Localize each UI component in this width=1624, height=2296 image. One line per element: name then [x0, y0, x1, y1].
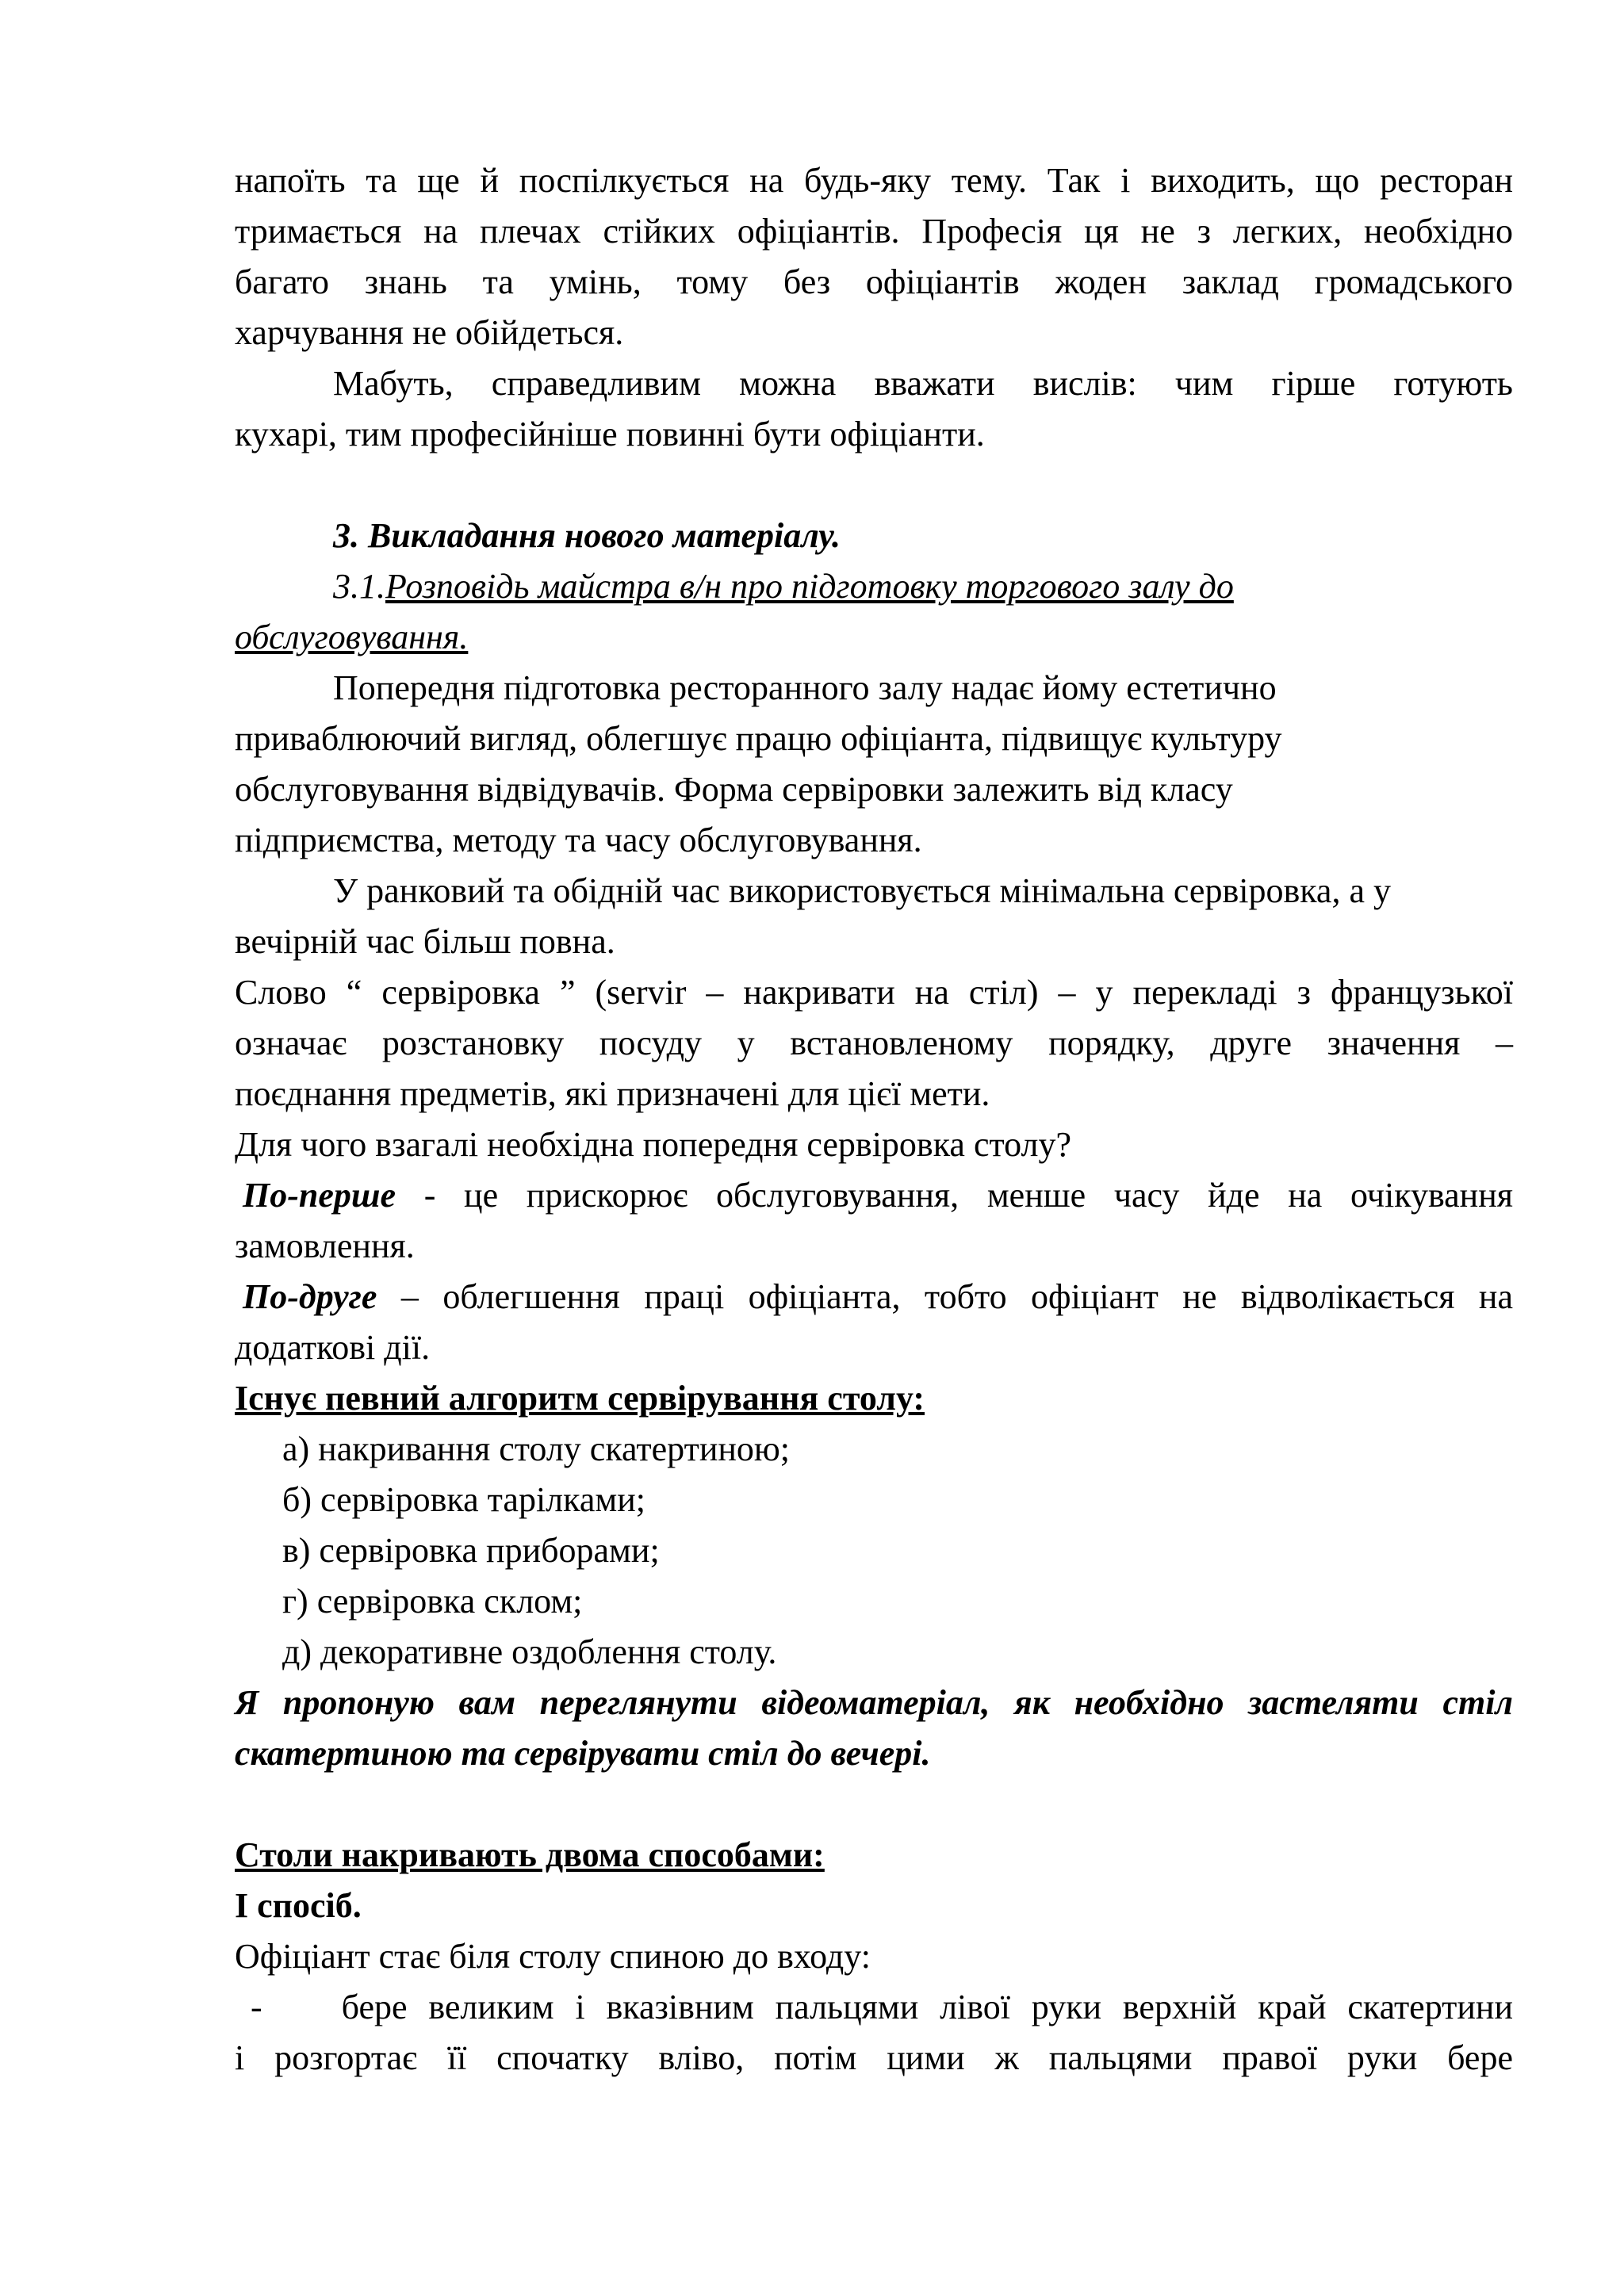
second-point: [235, 1272, 1513, 1322]
methods-heading: Столи накривають двома способами:: [235, 1835, 825, 1874]
first-point: [235, 1170, 1513, 1221]
question-line: Для чого взагалі необхідна попередня сервіровка столу?: [235, 1125, 1072, 1164]
paragraph-line: і розгортає її спочатку вліво, потім цими ж пальцями правої руки бере: [235, 2038, 1513, 2077]
dash-item-text: бере великим і вказівним пальцями лівої руки верхній край скатертини: [341, 1988, 1513, 2026]
list-item: д) декоративне оздоблення столу.: [282, 1632, 777, 1671]
list-item: а) накривання столу скатертиною;: [282, 1429, 791, 1468]
blank-line: [235, 460, 1513, 511]
paragraph-line: додаткові дії.: [235, 1328, 431, 1367]
paragraph-line: тримається на плечах стійких офіціантів. Професія ця не з легких, необхідно: [235, 212, 1513, 251]
subsection-number: 3.1.: [333, 567, 385, 606]
dash-marker: -: [251, 1988, 262, 2026]
paragraph-line: Попередня підготовка ресторанного залу надає йому естетично: [333, 668, 1277, 707]
subsection-heading: [235, 561, 1513, 612]
video-note: Я пропоную вам переглянути відеоматеріал, як необхідно застеляти стіл: [235, 1683, 1513, 1722]
dash-list-item: [235, 1982, 1513, 2033]
paragraph-line: харчування не обійдеться.: [235, 313, 624, 352]
video-note-cont: скатертиною та сервірувати стіл до вечері.: [235, 1734, 931, 1773]
document-body: [235, 155, 1513, 2084]
method-title: І спосіб.: [235, 1886, 362, 1925]
first-point-text: - це прискорює обслуговування, менше часу йде на очікування: [396, 1176, 1513, 1215]
second-point-text: – облегшення праці офіціанта, тобто офіціант не відволікається на: [377, 1277, 1513, 1316]
list-item: г) сервіровка склом;: [282, 1582, 583, 1621]
paragraph-line: У ранковий та обідній час використовується мінімальна сервіровка, а у: [333, 871, 1391, 910]
paragraph-line: Мабуть, справедливим можна вважати вислів: чим гірше готують: [333, 364, 1513, 403]
section-heading: 3. Викладання нового матеріалу.: [333, 516, 841, 555]
paragraph-line: Слово “ сервіровка ” (servir – накривати на стіл) – у перекладі з французької: [235, 973, 1513, 1012]
paragraph-line: обслуговування відвідувачів. Форма сервіровки залежить від класу: [235, 770, 1233, 809]
algorithm-heading: Існує певний алгоритм сервірування столу:: [235, 1379, 925, 1418]
list-item: в) сервіровка приборами;: [282, 1531, 660, 1570]
paragraph-line: кухарі, тим професійніше повинні бути офіціанти.: [235, 415, 985, 453]
first-point-label: По-перше: [243, 1176, 396, 1215]
paragraph-line: напоїть та ще й поспілкується на будь-яку тему. Так і виходить, що ресторан: [235, 161, 1513, 200]
blank-line: [235, 1779, 1513, 1830]
subsection-title-cont: обслуговування.: [235, 618, 469, 656]
paragraph-line: підприємства, методу та часу обслуговування.: [235, 821, 922, 859]
method-intro: Офіціант стає біля столу спиною до входу:: [235, 1937, 871, 1976]
second-point-label: По-друге: [243, 1277, 377, 1316]
subsection-title: Розповідь майстра в/н про підготовку торгового залу до: [385, 567, 1234, 606]
paragraph-line: означає розстановку посуду у встановленому порядку, друге значення –: [235, 1024, 1513, 1062]
paragraph-line: приваблюючий вигляд, облегшує працю офіціанта, підвищує культуру: [235, 719, 1282, 758]
paragraph-line: замовлення.: [235, 1226, 415, 1265]
paragraph-line: вечірній час більш повна.: [235, 922, 615, 961]
list-item: б) сервіровка тарілками;: [282, 1480, 645, 1519]
paragraph-line: багато знань та умінь, тому без офіціантів жоден заклад громадського: [235, 262, 1513, 301]
paragraph-line: поєднання предметів, які призначені для цієї мети.: [235, 1074, 990, 1113]
